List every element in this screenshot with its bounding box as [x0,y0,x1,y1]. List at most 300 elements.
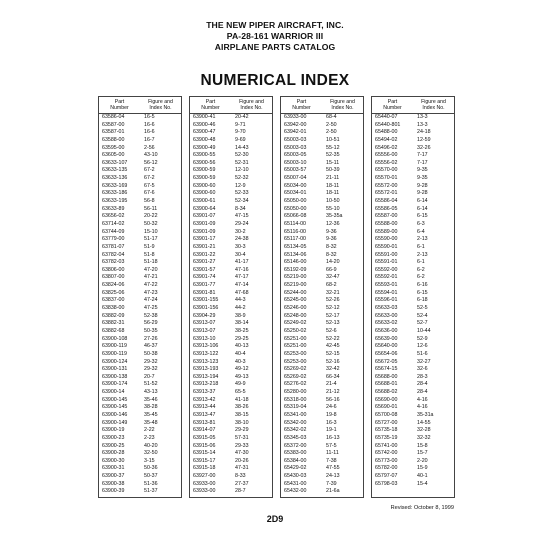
part-number: 65440-801 [375,121,401,128]
part-number: 63900-149 [102,419,128,426]
table-row [281,374,363,382]
part-number: 63779-00 [102,236,125,243]
part-number: 65636-00 [375,327,398,334]
figure-index-header-line1: Figure and [239,99,264,105]
table-row [190,160,272,168]
table-row [99,267,181,275]
part-number: 63633-195 [102,198,128,205]
part-number: 63900-31 [102,465,125,472]
table-row [99,435,181,443]
table-row [372,313,454,321]
part-number: 63933-00 [193,480,216,487]
figure-index: 52-26 [326,297,340,304]
figure-index: 15-4 [417,480,428,487]
figure-index: 6-16 [417,282,428,289]
table-row [99,450,181,458]
table-row [190,458,272,466]
figure-index: 7-38 [326,457,337,464]
part-number: 63913-81 [193,419,216,426]
part-number: 65244-00 [284,289,307,296]
table-row [372,458,454,466]
figure-index: 21-4 [326,381,337,388]
part-number: 63587-01 [102,129,125,136]
table-row [281,450,363,458]
figure-index: 6-14 [417,198,428,205]
figure-index: 57-31 [235,434,249,441]
part-number: 63901-21 [193,243,216,250]
part-number: 63933-00 [193,488,216,495]
part-number: 63915-17 [193,457,216,464]
table-row [281,252,363,260]
figure-index: 9-36 [326,228,337,235]
table-row [281,160,363,168]
figure-index: 40-3 [235,358,246,365]
part-number: 65494-02 [375,136,398,143]
part-number: 63882-09 [102,312,125,319]
table-row [190,137,272,145]
table-row [372,145,454,153]
table-row [372,450,454,458]
table-row [281,137,363,145]
part-number: 65116-00 [284,228,306,235]
part-number: 65590-00 [375,236,398,243]
part-number: 63942-00 [284,121,307,128]
table-row [372,259,454,267]
part-number: 65117-00 [284,236,306,243]
part-number: 63633-107 [102,159,128,166]
table-row [190,145,272,153]
part-number: 63782-03 [102,259,125,266]
figure-index: 21-6a [326,488,340,495]
table-row [190,351,272,359]
figure-index: 9-71 [235,121,246,128]
part-number: 63633-186 [102,190,128,197]
figure-index: 32-6 [417,366,428,373]
part-number: 65248-00 [284,312,307,319]
part-number: 63900-23 [102,434,125,441]
part-number: 65496-02 [375,144,398,151]
figure-index: 40-13 [235,343,249,350]
part-number-header-line2: Number [292,105,311,111]
part-number: 65269-02 [284,373,307,380]
part-number: 63913-07 [193,327,216,334]
part-number: 63900-19 [102,427,125,434]
table-row [190,366,272,374]
part-number: 65556-00 [375,152,398,159]
part-number: 65114-00 [284,220,306,227]
figure-index: 29-33 [235,442,249,449]
table-row [281,290,363,298]
figure-index: 8-33 [235,473,246,480]
figure-index: 52-12 [326,305,340,312]
figure-index: 24-13 [326,473,340,480]
part-number: 65690-01 [375,404,398,411]
part-number: 63900-145 [102,404,128,411]
figure-index: 20-7 [144,373,155,380]
table-row [99,305,181,313]
figure-index: 3-15 [144,457,155,464]
part-number: 65688-00 [375,373,398,380]
figure-index: 47-31 [235,465,249,472]
part-number: 63913-10 [193,335,216,342]
part-number: 63807-00 [102,274,125,281]
table-row [190,244,272,252]
part-number: 65556-02 [375,159,398,166]
figure-index: 13-3 [417,114,428,120]
table-row [99,404,181,412]
figure-index: 35-35a [326,213,343,220]
table-row [281,412,363,420]
figure-index: 67-5 [144,182,155,189]
part-number: 63913-42 [193,396,216,403]
part-number: 63781-07 [102,243,125,250]
table-row [372,236,454,244]
table-row [190,236,272,244]
table-row [190,412,272,420]
part-number: 63633-89 [102,205,125,212]
table-row [190,465,272,473]
part-number: 65590-01 [375,243,398,250]
figure-index: 32-47 [326,274,340,281]
figure-index: 8-32 [326,243,337,250]
figure-index: 12-36 [326,220,340,227]
part-number: 63901-17 [193,236,216,243]
part-number: 63913-106 [193,343,219,350]
table-row [281,259,363,267]
table-row [190,320,272,328]
figure-index: 27-26 [144,335,158,342]
table-row [372,175,454,183]
table-row [281,465,363,473]
part-number: 65572-00 [375,182,398,189]
figure-index: 40-1 [417,473,428,480]
part-number: 63744-09 [102,228,125,235]
figure-index: 29-29 [235,427,249,434]
table-row [372,336,454,344]
part-number: 63942-01 [284,129,307,136]
figure-index: 24-6 [326,404,337,411]
part-number: 65342-02 [284,427,307,434]
table-row [281,366,363,374]
table-row [190,374,272,382]
revision-date: Revised: October 8, 1999 [390,505,454,511]
table-row [190,252,272,260]
table-row [372,343,454,351]
table-row [281,190,363,198]
table-row [372,122,454,130]
column-header [281,97,363,114]
figure-index: 32-50 [144,450,158,457]
figure-index: 29-24 [235,220,249,227]
table-row [281,473,363,481]
figure-index: 52-4 [417,312,428,319]
part-number: 63900-60 [193,182,216,189]
table-row [99,122,181,130]
table-row [99,274,181,282]
figure-index: 47-15 [235,213,249,220]
part-number: 63838-00 [102,305,125,312]
table-row [281,328,363,336]
index-column-1 [98,96,182,498]
table-row [190,336,272,344]
index-tables [98,96,455,498]
figure-index: 67-6 [144,190,155,197]
figure-index: 56-29 [144,320,158,327]
figure-index: 16-7 [144,136,155,143]
table-row [281,458,363,466]
table-row [372,427,454,435]
part-number: 63714-02 [102,220,125,227]
table-row [281,389,363,397]
figure-index: 9-28 [417,190,428,197]
figure-index: 42-45 [326,343,340,350]
figure-index: 7-17 [417,152,428,159]
table-row [281,420,363,428]
part-number: 63933-00 [284,114,307,120]
part-number: 65591-01 [375,259,398,266]
figure-index: 47-23 [144,289,158,296]
part-number: 63900-37 [102,473,125,480]
figure-index: 9-70 [235,129,246,136]
figure-index: 28-7 [235,488,246,495]
part-number: 65430-03 [284,473,307,480]
table-row [372,389,454,397]
part-number: 63900-131 [102,366,128,373]
figure-index: 4-16 [417,396,428,403]
figure-index: 16-6 [144,121,155,128]
part-number: 65269-02 [284,366,307,373]
table-row [281,145,363,153]
figure-index: 56-8 [144,198,155,205]
part-number: 63913-07 [193,320,216,327]
table-row [372,473,454,481]
part-number: 65591-00 [375,251,398,258]
table-row [190,221,272,229]
figure-index: 32-21 [326,289,340,296]
table-row [99,221,181,229]
table-row [99,458,181,466]
figure-index: 7-39 [326,480,337,487]
figure-index: 65-5 [235,389,246,396]
figure-index: 15-7 [417,450,428,457]
figure-index: 20-22 [144,213,158,220]
part-number: 65280-00 [284,389,307,396]
figure-index-header-line1: Figure and [421,99,446,105]
figure-index: 47-68 [235,289,249,296]
figure-index: 9-36 [326,236,337,243]
part-number: 63913-194 [193,373,219,380]
figure-index: 52-17 [326,312,340,319]
part-number: 65007-04 [284,175,307,182]
figure-index: 52-16 [326,358,340,365]
table-row [190,435,272,443]
figure-index: 47-25 [144,305,158,312]
part-number: 63900-38 [102,480,125,487]
table-row [281,213,363,221]
figure-index: 28-4 [417,381,428,388]
table-row [281,236,363,244]
figure-index: 43-13 [144,389,158,396]
part-number: 63901-09 [193,220,216,227]
part-number: 63824-06 [102,282,125,289]
part-number: 63913-37 [193,389,216,396]
part-number: 63900-108 [102,335,128,342]
table-row [99,297,181,305]
table-row [190,274,272,282]
figure-index: 9-35 [417,167,428,174]
figure-index: 47-24 [144,297,158,304]
table-row [372,381,454,389]
table-row [99,481,181,489]
part-number: 63900-124 [102,358,128,365]
part-number: 65594-01 [375,289,398,296]
figure-index: 47-30 [235,450,249,457]
figure-index: 47-17 [235,274,249,281]
part-number: 65735-18 [375,427,398,434]
part-number: 63900-56 [193,159,216,166]
figure-index: 32-27 [417,358,431,365]
table-row [190,259,272,267]
table-row [281,381,363,389]
table-row [372,213,454,221]
table-row [372,443,454,451]
part-number-header [190,97,231,113]
part-number: 63901-27 [193,259,216,266]
table-row [190,488,272,496]
part-number: 63927-00 [193,473,216,480]
figure-index: 6-15 [417,213,428,220]
part-number: 63914-07 [193,427,216,434]
figure-index: 35-48 [144,419,158,426]
part-number: 63900-46 [193,121,216,128]
company-name: THE NEW PIPER AIRCRAFT, INC. [206,20,344,30]
part-number: 65773-00 [375,457,398,464]
table-row [190,397,272,405]
part-number: 65003-10 [284,159,307,166]
part-number: 65003-05 [284,152,307,159]
table-row [190,190,272,198]
part-number: 63901-74 [193,274,216,281]
part-number: 65797-07 [375,473,398,480]
table-row [190,213,272,221]
figure-index: 35-31a [417,411,434,418]
table-row [99,236,181,244]
part-number: 65639-00 [375,335,398,342]
part-number: 63913-122 [193,350,219,357]
part-number: 65253-00 [284,358,307,365]
figure-index: 46-37 [144,343,158,350]
part-number: 65782-00 [375,465,398,472]
table-row [281,404,363,412]
figure-index: 12-10 [235,167,249,174]
figure-index-header-line2: Index No. [240,105,263,111]
figure-index-header [413,97,454,113]
figure-index: 6-1 [417,259,425,266]
figure-index: 35-45 [144,411,158,418]
part-number: 63904-29 [193,312,216,319]
table-row [190,313,272,321]
part-number: 63901-09 [193,228,216,235]
table-row [372,359,454,367]
part-number: 65592-01 [375,274,398,281]
figure-index: 28-4 [417,389,428,396]
figure-index: 29-32 [144,366,158,373]
figure-index: 7-17 [417,159,428,166]
figure-index: 52-38 [144,312,158,319]
part-number: 65688-02 [375,389,398,396]
figure-index: 12-59 [417,136,431,143]
figure-index: 49-12 [235,366,249,373]
table-row [99,145,181,153]
table-row [372,351,454,359]
figure-index: 8-32 [326,251,337,258]
figure-index: 2-50 [326,129,337,136]
part-number: 63913-193 [193,366,219,373]
part-number-header-line1: Part [205,99,216,105]
table-row [190,290,272,298]
part-number: 63901-77 [193,282,216,289]
part-number: 65253-00 [284,350,307,357]
part-number: 65003-03 [284,136,307,143]
part-number: 65570-00 [375,167,398,174]
figure-index: 68-4 [326,114,337,120]
table-row [190,420,272,428]
table-row [281,481,363,489]
part-number: 65674-15 [375,366,398,373]
part-number: 63913-218 [193,381,219,388]
part-number: 65251-00 [284,343,307,350]
figure-index: 16-6 [144,129,155,136]
figure-index: 52-32 [235,175,249,182]
page-number: 2D9 [266,514,284,524]
table-row [372,290,454,298]
table-row [281,114,363,122]
table-row [372,420,454,428]
figure-index: 2-13 [417,251,428,258]
figure-index: 67-2 [144,175,155,182]
figure-index-header-line2: Index No. [331,105,354,111]
figure-index: 52-5 [417,305,428,312]
table-row [372,282,454,290]
table-row [372,397,454,405]
table-row [99,351,181,359]
figure-index: 51-52 [144,381,158,388]
part-number: 65741-00 [375,442,398,449]
figure-index: 38-9 [235,312,246,319]
figure-index: 14-20 [326,259,340,266]
table-row [281,343,363,351]
figure-index: 51-8 [144,251,155,258]
table-row [372,114,454,122]
part-number: 63900-119 [102,350,127,357]
figure-index: 18-11 [326,190,340,197]
table-row [372,465,454,473]
figure-index: 15-9 [417,465,428,472]
figure-index: 52-22 [326,335,340,342]
table-row [190,481,272,489]
figure-index: 2-22 [144,427,155,434]
part-number: 63901-81 [193,289,216,296]
part-number: 63900-49 [193,144,216,151]
table-row [99,488,181,496]
figure-index: 52-13 [326,320,340,327]
table-row [372,160,454,168]
table-row [99,244,181,252]
figure-index: 8-34 [235,205,246,212]
figure-index: 38-25 [235,327,249,334]
figure-index: 50-32 [144,220,158,227]
table-row [281,221,363,229]
